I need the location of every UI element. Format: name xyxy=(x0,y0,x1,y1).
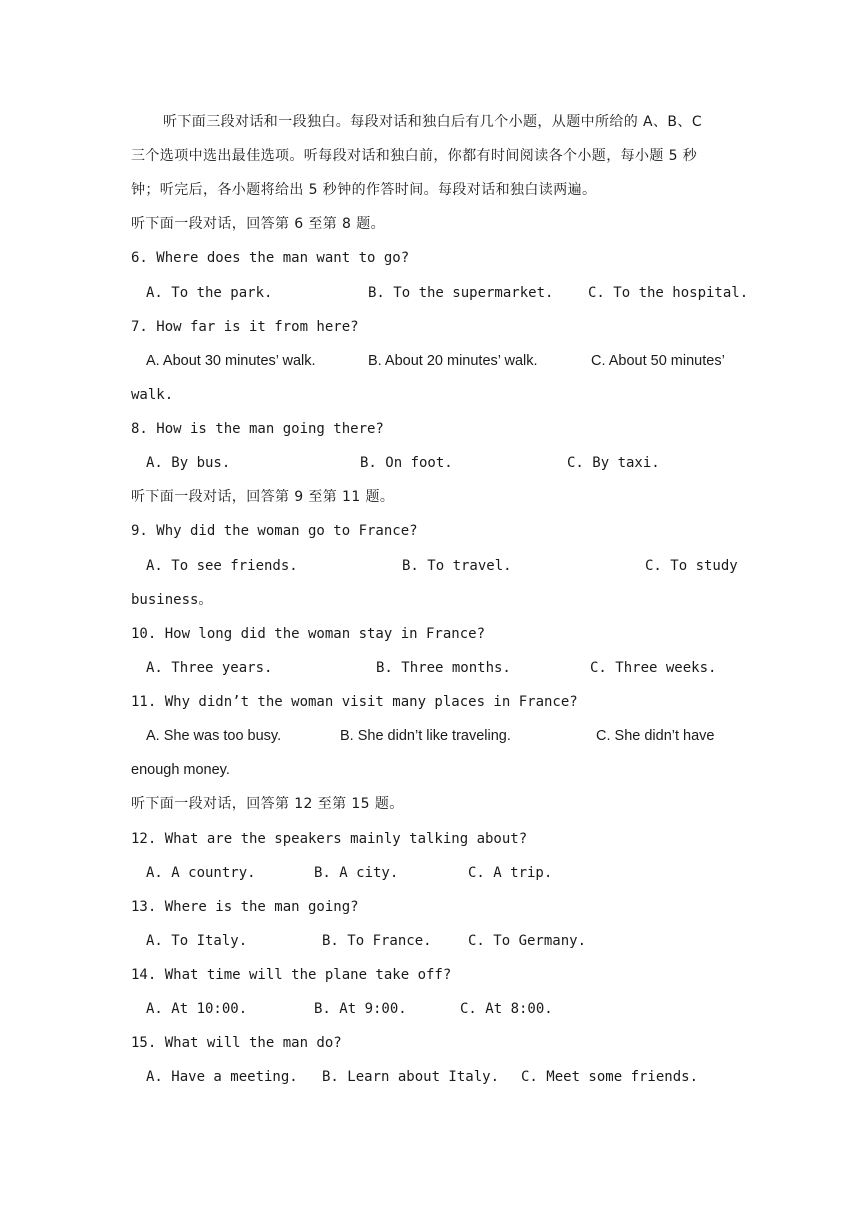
q14-option-b: B. At 9:00. xyxy=(314,1001,407,1017)
question-13-stem: 13. Where is the man going? xyxy=(131,899,359,915)
q13-option-b: B. To France. xyxy=(322,933,432,949)
q12-option-c: C. A trip. xyxy=(468,865,553,881)
section-heading-q6-8: 听下面一段对话，回答第 6 至第 8 题。 xyxy=(131,216,386,232)
q11-option-b: B. She didn’t like traveling. xyxy=(340,728,511,744)
question-10-stem: 10. How long did the woman stay in France? xyxy=(131,626,486,642)
q14-option-a: A. At 10:00. xyxy=(146,1001,248,1017)
q8-option-b: B. On foot. xyxy=(360,455,453,471)
q15-option-c: C. Meet some friends. xyxy=(521,1069,699,1085)
q9-option-c: C. To study xyxy=(645,558,738,574)
q12-option-a: A. A country. xyxy=(146,865,256,881)
q6-option-a: A. To the park. xyxy=(146,285,273,301)
question-14-stem: 14. What time will the plane take off? xyxy=(131,967,452,983)
q6-option-c: C. To the hospital. xyxy=(588,285,749,301)
q8-option-a: A. By bus. xyxy=(146,455,231,471)
q11-option-c: C. She didn’t have xyxy=(596,728,715,744)
q15-option-a: A. Have a meeting. xyxy=(146,1069,298,1085)
q6-option-b: B. To the supermarket. xyxy=(368,285,554,301)
q15-option-b: B. Learn about Italy. xyxy=(322,1069,500,1085)
question-9-stem: 9. Why did the woman go to France? xyxy=(131,523,418,539)
q12-option-b: B. A city. xyxy=(314,865,399,881)
question-12-stem: 12. What are the speakers mainly talking about? xyxy=(131,831,528,847)
instructions-line-1: 听下面三段对话和一段独白。每段对话和独白后有几个小题，从题中所给的 A、B、C xyxy=(163,114,703,130)
section-heading-q12-15: 听下面一段对话，回答第 12 至第 15 题。 xyxy=(131,796,404,812)
q9-option-b: B. To travel. xyxy=(402,558,512,574)
q7-option-c: C. About 50 minutes’ xyxy=(591,353,725,369)
q13-option-c: C. To Germany. xyxy=(468,933,587,949)
q11-option-c-continued: enough money. xyxy=(131,762,230,778)
q8-option-c: C. By taxi. xyxy=(567,455,660,471)
instructions-line-3: 钟；听完后，各小题将给出 5 秒钟的作答时间。每段对话和独白读两遍。 xyxy=(131,182,597,198)
q9-option-a: A. To see friends. xyxy=(146,558,298,574)
q7-option-c-continued: walk. xyxy=(131,387,174,403)
question-7-stem: 7. How far is it from here? xyxy=(131,319,359,335)
question-6-stem: 6. Where does the man want to go? xyxy=(131,250,410,266)
q9-option-c-continued: business。 xyxy=(131,592,213,608)
q10-option-c: C. Three weeks. xyxy=(590,660,717,676)
q13-option-a: A. To Italy. xyxy=(146,933,248,949)
section-heading-q9-11: 听下面一段对话，回答第 9 至第 11 题。 xyxy=(131,489,395,505)
q11-option-a: A. She was too busy. xyxy=(146,728,282,744)
q10-option-b: B. Three months. xyxy=(376,660,511,676)
question-8-stem: 8. How is the man going there? xyxy=(131,421,384,437)
q7-option-b: B. About 20 minutes’ walk. xyxy=(368,353,538,369)
question-11-stem: 11. Why didn’t the woman visit many places in France? xyxy=(131,694,578,710)
instructions-line-2: 三个选项中选出最佳选项。听每段对话和独白前，你都有时间阅读各个小题，每小题 5 秒 xyxy=(131,148,698,164)
q7-option-a: A. About 30 minutes’ walk. xyxy=(146,353,316,369)
q10-option-a: A. Three years. xyxy=(146,660,273,676)
question-15-stem: 15. What will the man do? xyxy=(131,1035,342,1051)
q14-option-c: C. At 8:00. xyxy=(460,1001,553,1017)
